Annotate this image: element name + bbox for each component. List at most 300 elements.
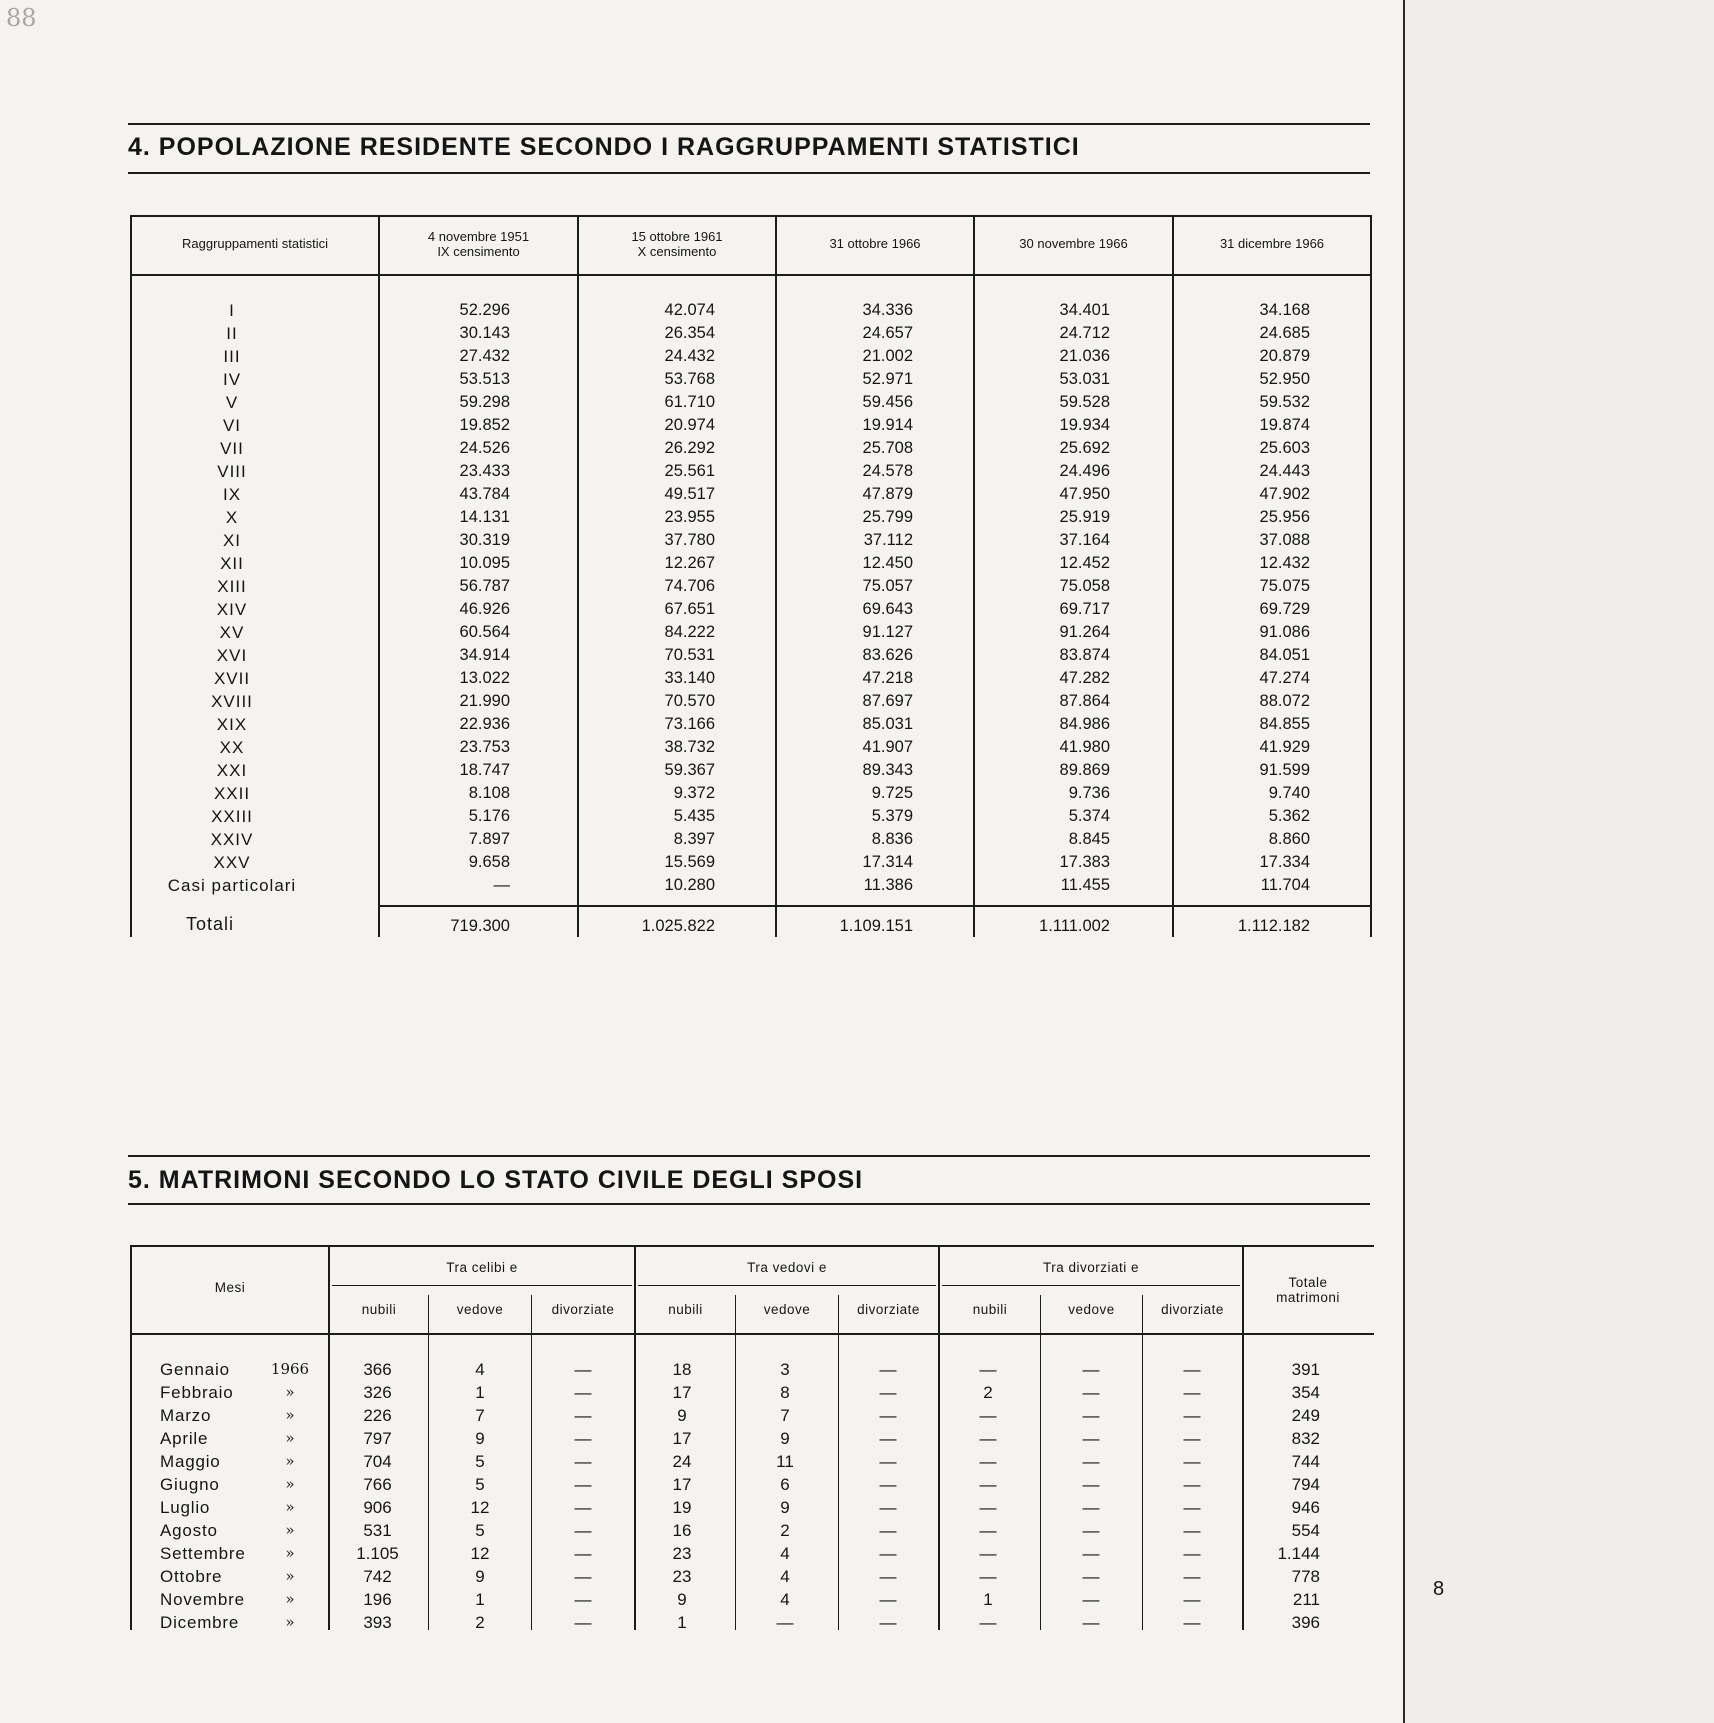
table-cell: 74.706 (664, 577, 715, 595)
table5-group-divorziati: Tra divorziati e (1042, 1260, 1140, 1275)
table-cell: Casi particolari (167, 876, 297, 895)
month-name: Febbraio (160, 1383, 234, 1402)
table4-totals-label: Totali (186, 914, 235, 934)
table-cell: XII (220, 554, 244, 573)
table-cell: 2 (780, 1521, 790, 1540)
table5-subcol-divider (838, 1295, 839, 1630)
table-cell: — (879, 1590, 897, 1609)
section4-title: 4. POPOLAZIONE RESIDENTE SECONDO I RAGGRUPPAMENTI STATISTICI (128, 133, 1080, 161)
month-name: Giugno (160, 1475, 220, 1494)
table4-top-border (130, 215, 1372, 217)
table-cell: 47.950 (1059, 485, 1110, 503)
table-cell: 2 (475, 1613, 485, 1632)
table-cell: — (574, 1429, 592, 1448)
table-cell: 85.031 (862, 715, 913, 733)
table-cell: — (574, 1383, 592, 1402)
table-cell: 7 (780, 1406, 790, 1425)
table-cell: — (979, 1498, 997, 1517)
table-cell: 26.354 (664, 324, 715, 342)
table-cell: XXI (216, 761, 248, 780)
table4-col-divider (577, 215, 579, 937)
month-row (160, 1588, 325, 1611)
table-cell: 37.088 (1259, 531, 1310, 549)
table4-col-1951 (420, 299, 510, 897)
table-cell: 1 (475, 1383, 485, 1402)
table-cell: 12.267 (664, 554, 715, 572)
table5-subcol-divider (428, 1295, 429, 1630)
table-cell: 797 (363, 1429, 392, 1448)
table-cell: 83.626 (862, 646, 913, 664)
table-cell: 18 (672, 1360, 692, 1379)
table-cell: — (1082, 1475, 1100, 1494)
table-cell: 34.336 (862, 301, 913, 319)
table-cell: — (574, 1590, 592, 1609)
table4-total-1961: 1.025.822 (641, 917, 715, 935)
table-cell: 5 (475, 1521, 485, 1540)
month-row (160, 1473, 325, 1496)
table-cell: — (1183, 1406, 1201, 1425)
table-cell: — (1183, 1383, 1201, 1402)
table-cell: 69.643 (862, 600, 913, 618)
table-cell: 67.651 (664, 600, 715, 618)
table-cell: — (1082, 1590, 1100, 1609)
table-cell: 17.314 (862, 853, 913, 871)
table-cell: 766 (363, 1475, 392, 1494)
table-cell: 3 (780, 1360, 790, 1379)
table5-group-rule (332, 1285, 632, 1286)
table-cell: I (229, 301, 235, 320)
table-cell: 53.031 (1059, 370, 1110, 388)
table-cell: — (574, 1475, 592, 1494)
month-row (160, 1542, 325, 1565)
table-cell: — (1183, 1521, 1201, 1540)
table-cell: — (879, 1475, 897, 1494)
table-cell: XIII (217, 577, 247, 596)
table4-header-col-4: 30 novembre 1966 (1019, 236, 1128, 251)
table-cell: XIX (216, 715, 248, 734)
table-cell: — (1082, 1383, 1100, 1402)
table-cell: — (574, 1406, 592, 1425)
table-cell: 49.517 (664, 485, 715, 503)
table-cell: 9.658 (468, 853, 510, 871)
table-cell: 52.296 (459, 301, 510, 319)
table-cell: — (1183, 1475, 1201, 1494)
table-cell: 5 (475, 1452, 485, 1471)
table-cell: 9 (475, 1429, 485, 1448)
table-cell: 391 (1291, 1360, 1320, 1379)
table5-header-months: Mesi (214, 1280, 246, 1295)
table5-sub-vedove: vedove (456, 1302, 504, 1317)
header-line: 15 ottobre 1961 (631, 229, 723, 244)
page-number-bottom: 8 (1433, 1578, 1445, 1600)
table-cell: VIII (217, 462, 247, 481)
table-cell: 84.986 (1059, 715, 1110, 733)
month-name: Marzo (160, 1406, 212, 1425)
table-cell: 21.990 (459, 692, 510, 710)
table-cell: 25.708 (862, 439, 913, 457)
table-cell: 11.386 (863, 876, 913, 894)
month-name: Agosto (160, 1521, 218, 1540)
table-cell: XI (222, 531, 242, 550)
table-cell: 5.374 (1068, 807, 1110, 825)
table-cell: 59.528 (1059, 393, 1110, 411)
table-cell: 24.712 (1059, 324, 1110, 342)
table5-subcol-divider (1040, 1295, 1041, 1630)
table-cell: XV (219, 623, 245, 642)
table-cell: — (1082, 1429, 1100, 1448)
table-cell: XXII (213, 784, 251, 803)
table-cell: 12.432 (1259, 554, 1310, 572)
month-row (160, 1450, 325, 1473)
table-cell: 53.513 (459, 370, 510, 388)
month-name: Gennaio (160, 1360, 230, 1379)
month-name: Settembre (160, 1544, 246, 1563)
table-cell: XXIII (211, 807, 253, 826)
table-cell: — (1082, 1613, 1100, 1632)
table-cell: — (879, 1567, 897, 1586)
table4-total-nov1966: 1.111.002 (1039, 917, 1110, 935)
table-cell: 88.072 (1259, 692, 1310, 710)
page-edge-line (1403, 0, 1405, 1723)
table-cell: 91.127 (862, 623, 913, 641)
table-cell: 47.274 (1259, 669, 1310, 687)
table-cell: 30.319 (459, 531, 510, 549)
table-cell: — (574, 1452, 592, 1471)
table-cell: — (574, 1521, 592, 1540)
table-cell: 531 (363, 1521, 392, 1540)
table-cell: — (979, 1452, 997, 1471)
table5-col-celibi-nubili (345, 1358, 410, 1634)
table-cell: XVI (216, 646, 248, 665)
table-cell: 47.902 (1259, 485, 1310, 503)
table-cell: 19 (672, 1498, 692, 1517)
table5-header-border (130, 1333, 1374, 1335)
table-cell: 87.697 (862, 692, 913, 710)
month-name: Novembre (160, 1590, 245, 1609)
table-cell: 19.914 (862, 416, 913, 434)
table-cell: 17 (672, 1383, 692, 1402)
table-cell: 47.879 (862, 485, 913, 503)
table-cell: 10.095 (459, 554, 510, 572)
table-cell: 75.057 (862, 577, 913, 595)
table-cell: 8.860 (1268, 830, 1310, 848)
table-cell: XIV (216, 600, 248, 619)
month-row (160, 1519, 325, 1542)
month-year: » (285, 1521, 295, 1539)
table-cell: 9 (780, 1498, 790, 1517)
table-cell: 211 (1292, 1590, 1320, 1609)
table-cell: XX (219, 738, 245, 757)
table5-sub-divorziate: divorziate (857, 1302, 920, 1317)
table-cell: 11 (776, 1452, 794, 1471)
table5-col-celibi-divorziate (553, 1358, 613, 1634)
table-cell: 226 (363, 1406, 392, 1425)
table-cell: 9.736 (1068, 784, 1110, 802)
table-cell: 12.452 (1059, 554, 1110, 572)
table-cell: — (574, 1360, 592, 1379)
table-cell: 23.955 (664, 508, 715, 526)
table-cell: 9 (677, 1590, 687, 1609)
table-cell: 25.603 (1259, 439, 1310, 457)
table-cell: 56.787 (459, 577, 510, 595)
table-cell: 16 (672, 1521, 692, 1540)
table-cell: 52.950 (1259, 370, 1310, 388)
table4-total-oct1966: 1.109.151 (839, 917, 913, 935)
table-cell: 25.956 (1259, 508, 1310, 526)
table-cell: 24.657 (862, 324, 913, 342)
table-cell: 19.852 (459, 416, 510, 434)
table5-col-celibi-vedove (450, 1358, 510, 1634)
table-cell: 38.732 (664, 738, 715, 756)
table-cell: — (574, 1613, 592, 1632)
table5-group-rule (638, 1285, 936, 1286)
table-cell: 87.864 (1059, 692, 1110, 710)
table-cell: 832 (1291, 1429, 1320, 1448)
table-cell: — (979, 1567, 997, 1586)
table-cell: 9.740 (1268, 784, 1310, 802)
table-cell: 69.729 (1259, 600, 1310, 618)
table-cell: 70.570 (664, 692, 715, 710)
table-cell: 83.874 (1059, 646, 1110, 664)
header-line: IX censimento (437, 244, 520, 259)
table-cell: 4 (780, 1544, 790, 1563)
table4-header-col-5: 31 dicembre 1966 (1219, 236, 1325, 251)
table-cell: 8.397 (673, 830, 715, 848)
table-cell: — (879, 1406, 897, 1425)
table-cell: — (1082, 1498, 1100, 1517)
table-cell: 24.443 (1259, 462, 1310, 480)
table-cell: — (879, 1360, 897, 1379)
table-cell: 25.799 (862, 508, 913, 526)
table-cell: 41.907 (862, 738, 913, 756)
table-cell: 43.784 (459, 485, 510, 503)
table-cell: 778 (1291, 1567, 1320, 1586)
table-cell: 18.747 (459, 761, 510, 779)
table-cell: 5.435 (673, 807, 715, 825)
table-cell: 61.710 (664, 393, 715, 411)
table5-sub-nubili: nubili (361, 1302, 397, 1317)
table-cell: 5.379 (871, 807, 913, 825)
table-cell: 34.401 (1059, 301, 1110, 319)
section5-title: 5. MATRIMONI SECONDO LO STATO CIVILE DEGLI SPOSI (128, 1166, 864, 1194)
table5-sub-nubili: nubili (972, 1302, 1008, 1317)
table-cell: VII (220, 439, 244, 458)
table-cell: 30.143 (459, 324, 510, 342)
month-year: » (285, 1383, 295, 1401)
table-cell: 24.578 (862, 462, 913, 480)
table-cell: 52.971 (862, 370, 913, 388)
table-cell: 393 (363, 1613, 392, 1632)
table5-top-border (130, 1245, 1374, 1247)
section5-top-rule (128, 1155, 1370, 1157)
table-cell: 24.432 (664, 347, 715, 365)
table-cell: 19.934 (1059, 416, 1110, 434)
month-name: Ottobre (160, 1567, 223, 1586)
month-year: » (285, 1498, 295, 1516)
table-cell: 1.144 (1277, 1544, 1320, 1563)
table-cell: 10.280 (664, 876, 715, 894)
table-cell: 91.264 (1059, 623, 1110, 641)
table-cell: 23.433 (459, 462, 510, 480)
table-cell: 946 (1291, 1498, 1320, 1517)
table-cell: 1.105 (356, 1544, 399, 1563)
table4-header-border (130, 274, 1372, 276)
table4-col-nov1966 (1015, 299, 1110, 897)
table-cell: 24.685 (1259, 324, 1310, 342)
table4-header-col-3: 31 ottobre 1966 (829, 236, 921, 251)
table-cell: 7 (475, 1406, 485, 1425)
table-cell: 84.051 (1259, 646, 1310, 664)
table-cell: 704 (363, 1452, 392, 1471)
month-year: » (285, 1406, 295, 1424)
table-cell: — (879, 1452, 897, 1471)
table-cell: — (1183, 1567, 1201, 1586)
table-cell: 354 (1291, 1383, 1320, 1402)
header-line: 4 novembre 1951 (427, 229, 530, 244)
table-cell: 25.561 (664, 462, 715, 480)
table-cell: 59.532 (1259, 393, 1310, 411)
table5-col-vedovi-divorziate (858, 1358, 918, 1634)
table-cell: 25.692 (1059, 439, 1110, 457)
table-cell: — (1082, 1452, 1100, 1471)
table-cell: 21.036 (1059, 347, 1110, 365)
table-cell: 396 (1291, 1613, 1320, 1632)
table-cell: 60.564 (459, 623, 510, 641)
table-cell: 906 (363, 1498, 392, 1517)
table-cell: 9.372 (673, 784, 715, 802)
table-cell: 9.725 (871, 784, 913, 802)
table-cell: — (1183, 1590, 1201, 1609)
table-cell: 9 (677, 1406, 687, 1425)
table-cell: 2 (983, 1383, 993, 1402)
table-cell: 11.704 (1260, 876, 1310, 894)
table-cell: 5.362 (1268, 807, 1310, 825)
table-cell: — (879, 1429, 897, 1448)
header-line: Totale (1288, 1275, 1328, 1290)
month-row (160, 1496, 325, 1519)
table-cell: 84.855 (1259, 715, 1310, 733)
month-row (160, 1427, 325, 1450)
table-cell: — (1082, 1521, 1100, 1540)
table-cell: 89.343 (862, 761, 913, 779)
table-cell: — (979, 1613, 997, 1632)
table5-group-vedovi: Tra vedovi e (747, 1260, 827, 1275)
table-cell: VI (222, 416, 242, 435)
table-cell: 20.974 (664, 416, 715, 434)
table-cell: III (223, 347, 241, 366)
table-cell: 37.164 (1059, 531, 1110, 549)
table-cell: 17 (672, 1429, 692, 1448)
table5-sub-nubili: nubili (668, 1302, 703, 1317)
table-cell: 794 (1291, 1475, 1320, 1494)
table-cell: 11.455 (1060, 876, 1110, 894)
table4-total-dec1966: 1.112.182 (1237, 917, 1310, 935)
table-cell: 24.496 (1059, 462, 1110, 480)
header-line: matrimoni (1276, 1290, 1340, 1305)
table-cell: — (1183, 1498, 1201, 1517)
month-row (160, 1358, 325, 1381)
table5-col-vedovi-vedove (755, 1358, 815, 1634)
table5-sub-divorziate: divorziate (551, 1302, 615, 1317)
table-cell: — (1183, 1360, 1201, 1379)
table-cell: 84.222 (664, 623, 715, 641)
table-cell: — (979, 1406, 997, 1425)
table-cell: — (879, 1613, 897, 1632)
table-cell: — (1082, 1360, 1100, 1379)
table-cell: 8.108 (468, 784, 510, 802)
table-cell: 23 (672, 1567, 692, 1586)
month-year: » (285, 1544, 295, 1562)
table-cell: — (574, 1567, 592, 1586)
table4-totals-rule (380, 905, 1370, 907)
table4-col-divider (1172, 215, 1174, 937)
table-cell: 69.717 (1059, 600, 1110, 618)
table-cell: 75.075 (1259, 577, 1310, 595)
table-cell: 70.531 (664, 646, 715, 664)
month-name: Maggio (160, 1452, 221, 1471)
table5-col-vedovi-nubili (652, 1358, 712, 1634)
table-cell: 8.836 (871, 830, 913, 848)
table5-subcol-divider (1142, 1295, 1143, 1630)
table-cell: 249 (1291, 1406, 1320, 1425)
table-cell: 13.022 (459, 669, 510, 687)
table4-col-oct1966 (820, 299, 913, 897)
table4-total-1951: 719.300 (450, 917, 510, 935)
table-cell: — (879, 1521, 897, 1540)
table-cell: 47.218 (862, 669, 913, 687)
table5-col-divorziati-vedove (1061, 1358, 1121, 1634)
table-cell: 26.292 (664, 439, 715, 457)
month-name: Aprile (160, 1429, 209, 1448)
table-cell: — (1183, 1429, 1201, 1448)
month-year: » (285, 1590, 295, 1608)
month-row (160, 1404, 325, 1427)
table-cell: 75.058 (1059, 577, 1110, 595)
table-cell: 8.845 (1068, 830, 1110, 848)
table4-col-dec1966 (1215, 299, 1310, 897)
table-cell: 4 (475, 1360, 485, 1379)
table-cell: 46.926 (459, 600, 510, 618)
month-year: » (285, 1452, 295, 1470)
table-cell: 23 (672, 1544, 692, 1563)
table5-months-column (160, 1358, 325, 1634)
table5-left-border (130, 1245, 132, 1630)
table-cell: — (493, 876, 510, 894)
table-cell: 53.768 (664, 370, 715, 388)
table-cell: 1 (677, 1613, 687, 1632)
table-cell: X (225, 508, 239, 527)
month-year: » (285, 1567, 295, 1585)
table-cell: — (1082, 1544, 1100, 1563)
table-cell: 27.432 (459, 347, 510, 365)
table5-group-rule (942, 1285, 1240, 1286)
table5-sub-vedove: vedove (763, 1302, 811, 1317)
month-year: 1966 (270, 1360, 310, 1378)
section5-bottom-rule (128, 1203, 1370, 1205)
table-cell: 33.140 (664, 669, 715, 687)
table5-group-celibi: Tra celibi e (446, 1260, 518, 1275)
table-cell: 19.874 (1259, 416, 1310, 434)
table-cell: 37.112 (863, 531, 913, 549)
table-cell: 17.383 (1059, 853, 1110, 871)
table-cell: IX (222, 485, 242, 504)
table-cell: XVII (213, 669, 251, 688)
table-cell: 6 (780, 1475, 790, 1494)
table-cell: 22.936 (459, 715, 510, 733)
table-cell: — (879, 1383, 897, 1402)
table4-header-label: Raggruppamenti statistici (182, 236, 328, 251)
table-cell: 59.456 (862, 393, 913, 411)
